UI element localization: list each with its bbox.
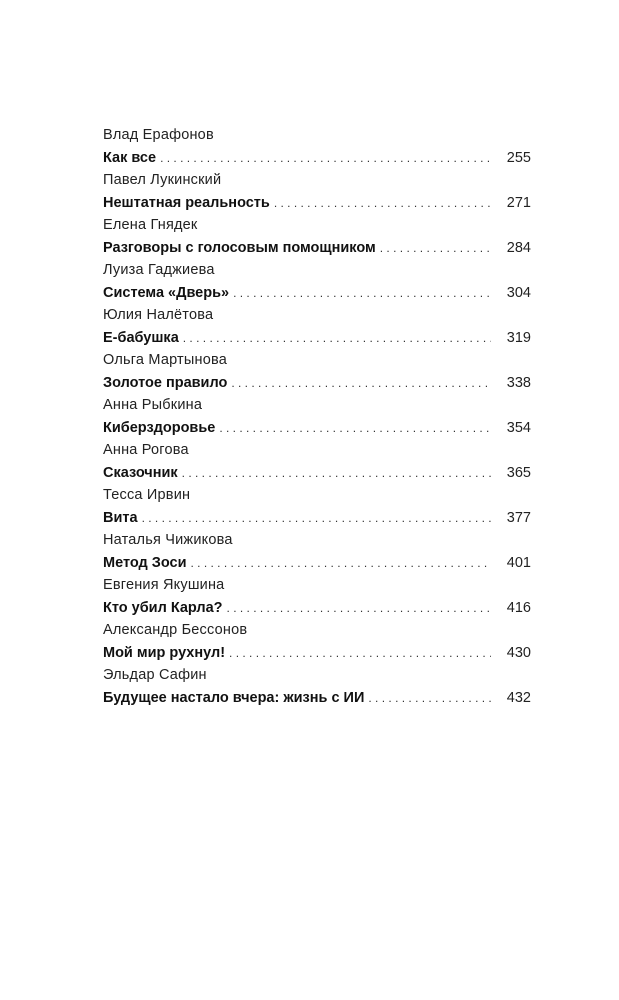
entry-author: Эльдар Сафин xyxy=(103,667,207,683)
entry-page-number: 271 xyxy=(506,194,531,211)
dot-leader xyxy=(274,192,491,215)
toc-entry xyxy=(103,304,531,349)
dot-leader xyxy=(142,507,491,530)
entry-line xyxy=(103,417,531,440)
entry-page-number: 304 xyxy=(506,284,531,301)
entry-page-number: 365 xyxy=(506,464,531,481)
entry-page-number: 430 xyxy=(506,644,531,661)
entry-author: Евгения Якушина xyxy=(103,577,225,593)
entry-title: Мой мир рухнул! xyxy=(103,644,226,661)
entry-author: Александр Бессонов xyxy=(103,622,248,638)
entry-author: Ольга Мартынова xyxy=(103,352,227,368)
entry-line xyxy=(103,237,531,260)
toc-entry xyxy=(103,439,531,484)
entry-page-number: 432 xyxy=(506,689,531,706)
entry-page-number: 319 xyxy=(506,329,531,346)
entry-title: Вита xyxy=(103,509,138,526)
dot-leader xyxy=(219,417,491,440)
toc-entry xyxy=(103,124,531,169)
entry-author: Наталья Чижикова xyxy=(103,532,233,548)
entry-title: Киберздоровье xyxy=(103,419,216,436)
entry-line xyxy=(103,192,531,215)
entry-author: Елена Гнядек xyxy=(103,217,198,233)
entry-author: Влад Ерафонов xyxy=(103,127,214,143)
entry-title: Будущее настало вчера: жизнь с ИИ xyxy=(103,689,365,706)
entry-line xyxy=(103,372,531,395)
toc-entry xyxy=(103,664,531,709)
entry-page-number: 401 xyxy=(506,554,531,571)
entry-author: Тесса Ирвин xyxy=(103,487,191,503)
toc-entry xyxy=(103,349,531,394)
entry-title: Система «Дверь» xyxy=(103,284,230,301)
entry-line xyxy=(103,597,531,620)
entry-page-number: 416 xyxy=(506,599,531,616)
toc-entry xyxy=(103,574,531,619)
dot-leader xyxy=(191,552,492,575)
entry-author: Юлия Налётова xyxy=(103,307,214,323)
dot-leader xyxy=(380,237,491,260)
entry-line xyxy=(103,282,531,305)
table-of-contents xyxy=(103,124,531,709)
entry-line xyxy=(103,552,531,575)
entry-page-number: 354 xyxy=(506,419,531,436)
entry-title: Золотое правило xyxy=(103,374,228,391)
entry-page-number: 284 xyxy=(506,239,531,256)
entry-line xyxy=(103,687,531,710)
entry-title: Е-бабушка xyxy=(103,329,179,346)
toc-entry xyxy=(103,619,531,664)
dot-leader xyxy=(182,462,491,485)
entry-title: Кто убил Карла? xyxy=(103,599,223,616)
entry-title: Метод Зоси xyxy=(103,554,187,571)
entry-page-number: 377 xyxy=(506,509,531,526)
entry-title: Нештатная реальность xyxy=(103,194,270,211)
entry-line xyxy=(103,147,531,170)
dot-leader xyxy=(231,372,491,395)
entry-author: Анна Рыбкина xyxy=(103,397,203,413)
entry-title: Как все xyxy=(103,149,157,166)
toc-entry xyxy=(103,394,531,439)
toc-entry xyxy=(103,259,531,304)
entry-author: Павел Лукинский xyxy=(103,172,222,188)
entry-page-number: 338 xyxy=(506,374,531,391)
entry-line xyxy=(103,462,531,485)
entry-page-number: 255 xyxy=(506,149,531,166)
dot-leader xyxy=(368,687,491,710)
entry-author: Луиза Гаджиева xyxy=(103,262,215,278)
entry-line xyxy=(103,642,531,665)
entry-title: Сказочник xyxy=(103,464,178,481)
dot-leader xyxy=(160,147,491,170)
entry-line xyxy=(103,507,531,530)
entry-title: Разговоры с голосовым помощником xyxy=(103,239,376,256)
toc-entry xyxy=(103,484,531,529)
toc-entry xyxy=(103,529,531,574)
dot-leader xyxy=(183,327,491,350)
toc-entry xyxy=(103,169,531,214)
dot-leader xyxy=(227,597,491,620)
entry-line xyxy=(103,327,531,350)
dot-leader xyxy=(229,642,491,665)
dot-leader xyxy=(233,282,491,305)
entry-author: Анна Рогова xyxy=(103,442,189,458)
toc-entry xyxy=(103,214,531,259)
